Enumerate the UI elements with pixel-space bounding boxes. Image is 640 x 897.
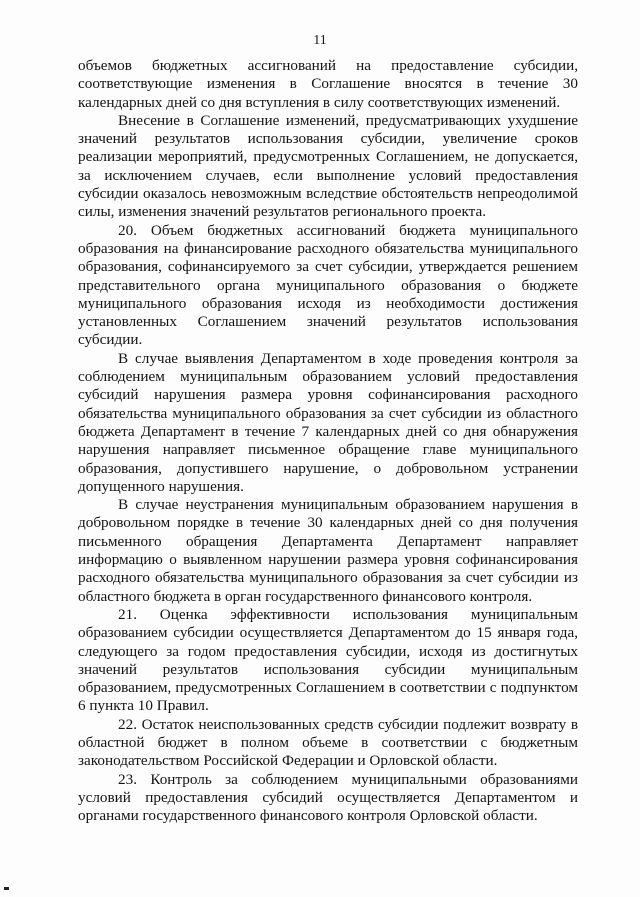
page-number: 11 <box>313 33 327 48</box>
paragraph-violation-detection: В случае выявления Департаментом в ходе проведения контроля за соблюдением муниципальным образованием условий предоставления субсидий нарушения размера уровня софинансирования расходного обязательства муниципального образования за счет субсидии из областного бюджета Департамент в течение 7 календарных дней со дня обнаружения нарушения направляет письменное обращение главе муниципального образования, допустившего нарушение, о добровольном устранении допущенного нарушения. <box>78 349 578 495</box>
scan-edge-mark <box>4 887 9 890</box>
document-body <box>78 57 578 825</box>
paragraph-violation-unresolved: В случае неустранения муниципальным образованием нарушения в добровольном порядке в течение 30 календарных дней со дня получения письменного обращения Департамента Департамент направляет информацию о выявленном нарушении размера уровня софинансирования расходного обязательства муниципального образования за счет субсидии из областного бюджета в орган государственного финансового контроля. <box>78 496 578 605</box>
paragraph-21: 21. Оценка эффективности использования муниципальным образованием субсидии осуществляется Департаментом до 15 января года, следующего за годом предоставления субсидии, исходя из достигнутых значений результатов использования субсидии муниципальным образованием, предусмотренных Соглашением в соответствии с подпунктом 6 пункта 10 Правил. <box>78 605 578 715</box>
paragraph-23: 23. Контроль за соблюдением муниципальными образованиями условий предоставления субсидий осуществляется Департаментом и органами государственного финансового контроля Орловской области. <box>78 770 578 825</box>
paragraph-20: 20. Объем бюджетных ассигнований бюджета муниципального образования на финансирование расходного обязательства муниципального образования, софинансируемого за счет субсидии, утверждается решением представительного органа муниципального образования о бюджете муниципального образования исходя из необходимости достижения установленных Соглашением значений результатов использования субсидии. <box>78 221 578 349</box>
paragraph-amendments: Внесение в Соглашение изменений, предусматривающих ухудшение значений результатов использования субсидии, увеличение сроков реализации мероприятий, предусмотренных Соглашением, не допускается, за исключением случаев, если выполнение условий предоставления субсидии оказалось невозможным вследствие обстоятельств непреодолимой силы, изменения значений результатов регионального проекта. <box>78 111 578 221</box>
paragraph-continuation: объемов бюджетных ассигнований на предоставление субсидии, соответствующие изменения в Соглашение вносятся в течение 30 календарных дней со дня вступления в силу соответствующих изменений. <box>78 57 578 111</box>
paragraph-22: 22. Остаток неиспользованных средств субсидии подлежит возврату в областной бюджет в полном объеме в соответствии с бюджетным законодательством Российской Федерации и Орловской области. <box>78 715 578 770</box>
